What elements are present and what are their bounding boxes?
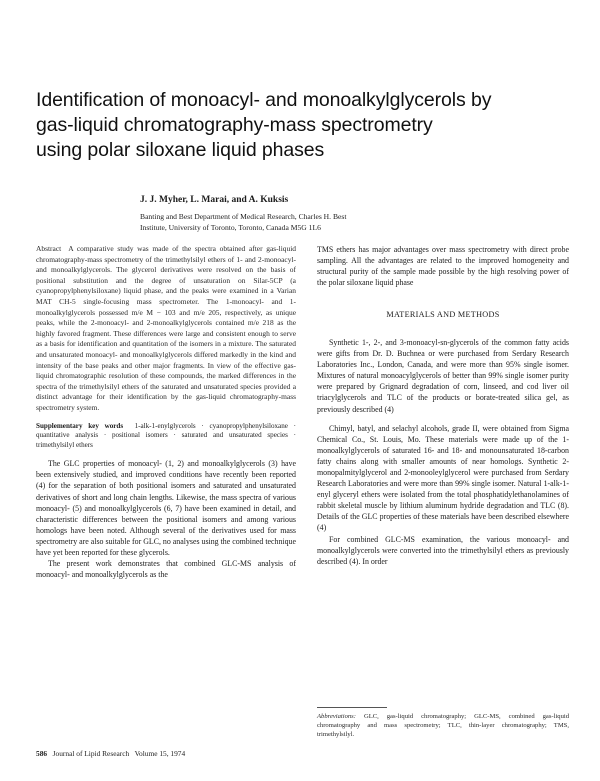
page-number: 586 — [36, 749, 48, 758]
abstract-label: Abstract — [36, 244, 62, 253]
title-line-1: Identification of monoacyl- and monoalkylglycerols by — [36, 89, 492, 111]
abstract — [36, 244, 296, 414]
title-line-2: gas-liquid chromatography-mass spectrometry — [36, 114, 433, 136]
intro-paragraph-2: The present work demonstrates that combined GLC-MS analysis of monoacyl- and monoalkylglycerols as the — [36, 559, 296, 580]
abbreviations-footnote — [317, 712, 569, 739]
journal-volume: Volume 15, 1974 — [134, 749, 186, 758]
methods-paragraph-2: Chimyl, batyl, and selachyl alcohols, grade II, were obtained from Sigma Chemical Co., St. Louis, Mo. These materials were made up of the 1-monoalkylglycerols of saturated 16- and 18- and monounsaturated 18-carbon fatty chains along with smaller amounts of near homologs. Synthetic 2-monopalmitylglycerol and 2-monooleylglycerol were purchased from Serdary Research Laboratories and were more than 99% single isomer. Natural 1-alk-1-enyl glyceryl ethers were isolated from the total phosphatidylethanolamines of rabbit skeletal muscle by lithium aluminum hydride degradation and TLC (8). Details of the GLC properties of these materials have been described elsewhere (4) — [317, 423, 569, 533]
right-column — [317, 244, 569, 567]
affiliation — [140, 212, 346, 233]
footnote-text: GLC, gas-liquid chromatography; GLC-MS, combined gas-liquid chromatography and mass spectrometry; TLC, thin-layer chromatography; TMS, trimethylsilyl. — [317, 713, 569, 738]
keywords-label: Supplementary key words — [36, 421, 124, 430]
intro-paragraph-1: The GLC properties of monoacyl- (1, 2) and monoalkylglycerols (3) have been extensively studied, and improved conditions have recently been reported (4) for the separation of both positional isomers and saturated and unsaturated derivatives of short and long chain lengths. Likewise, the mass spectra of various monoacyl- (5) and monoalkylglycerols (6, 7) have been examined in detail, and characteristic differences between the positional isomers and among various homologs have been noted. Although several of the derivatives used for mass spectrometry are also suitable for GLC, no analyses using the combined technique have yet been reported for these glycerols. — [36, 459, 296, 558]
page-footer — [36, 749, 185, 758]
author-list: J. J. Myher, L. Marai, and A. Kuksis — [140, 195, 289, 205]
keywords — [36, 422, 296, 451]
journal-name: Journal of Lipid Research — [52, 749, 130, 758]
footnote-label: Abbreviations: — [317, 713, 356, 720]
abstract-text: A comparative study was made of the spectra obtained after gas-liquid chromatography-mass spectrometry of the trimethylsilyl ethers of 1- and 2-monoacyl- and monoalkylglycerols. The glycerol derivatives were resolved on the basis of positional substitution and the degree of unsaturation on Silar-5CP (a cyanopropylphenylsiloxane) liquid phase, and the peaks were examined in a Varian MAT CH-5 single-focusing mass spectrometer. The 1-monoacyl- and 1-monoalkylglycerols possessed m/e M − 103 and m/e 205, respectively, as unique peaks, while the 2-monoacyl- and 2-monoalkylglycerols contained m/e 218 as the highly favored fragment. These differences were large and consistent enough to serve as a basis for identification and quantitation of the isomers in a mixture. The saturated and unsaturated monoacyl- and monoalkylglycerols differed markedly in the kind and intensity of the base peaks and other major fragments. In view of the effective gas-liquid chromatographic resolution of these compounds, the marked differences in the spectra of the trimethylsilyl ethers of the saturated and unsaturated species provided a distinct advantage for their identification by the gas-liquid chromatography-mass spectrometry system. — [36, 244, 297, 412]
footnote-divider — [317, 707, 387, 708]
affiliation-line-1: Banting and Best Department of Medical Research, Charles H. Best — [140, 212, 347, 221]
intro-continuation: TMS ethers has major advantages over mass spectrometry with direct probe sampling. All the advantages are related to the improved homogeneity and structural purity of the sample made possible by the high resolving power of the polar siloxane liquid phase — [317, 245, 569, 288]
affiliation-line-2: Institute, University of Toronto, Toronto, Canada M5G 1L6 — [140, 222, 321, 232]
left-column — [36, 244, 296, 580]
keywords-text: 1-alk-1-enylglycerols · cyanopropylphenylsiloxane · quantitative analysis · positional isomers · saturated and unsaturated species · trimethylsilyl ethers — [36, 421, 296, 449]
article-title — [36, 88, 536, 163]
section-heading-materials-methods: MATERIALS AND METHODS — [386, 310, 500, 320]
title-line-3: using polar siloxane liquid phases — [36, 139, 325, 161]
methods-paragraph-3: For combined GLC-MS examination, the various monoacyl- and monoalkylglycerols were converted into the trimethylsilyl ethers as previously described (4). In order — [317, 534, 569, 566]
methods-paragraph-1: Synthetic 1-, 2-, and 3-monoacyl-sn-glycerols of the common fatty acids were gifts from Dr. D. Buchnea or were purchased from Serdary Research Laboratories Inc., London, Canada, and were more than 95% single isomer. Mixtures of natural monoacylglycerols of better than 99% single isomer purity were prepared by Grignard degradation of corn, linseed, and cod liver oil triacylglycerols and TLC of the products or borate-treated silica gel, as previously described (4) — [317, 337, 569, 414]
